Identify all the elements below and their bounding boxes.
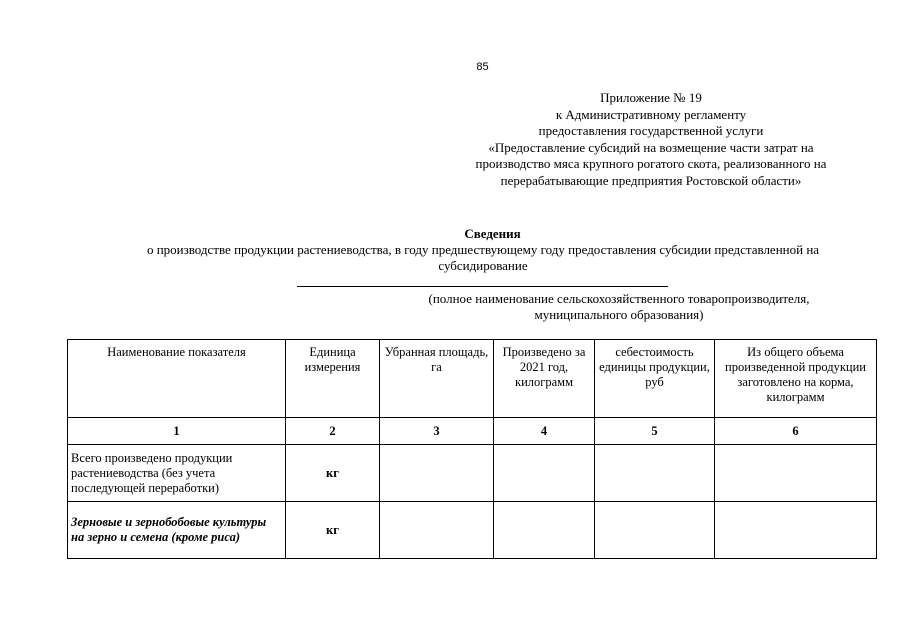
caption-line: (полное наименование сельскохозяйственного товаропроизводителя, [428,291,810,306]
table-row [68,445,877,502]
area-cell [380,502,494,559]
column-number: 6 [715,418,877,445]
cost-cell [595,502,715,559]
column-header: Убранная площадь, га [380,340,494,418]
page-number: 85 [476,61,489,73]
unit-cell: кг [286,502,380,559]
feed-cell [715,502,877,559]
indicator-name-cell: Зерновые и зернобобовые культуры на зерно и семена (кроме риса) [68,502,286,559]
fill-in-caption [384,291,854,323]
column-header: Наименование показателя [68,340,286,418]
subtitle-line: о производстве продукции растениеводства, в году предшествующему году предоставления субсидии представленной на [146,242,820,257]
appendix-line: производство мяса крупного рогатого скота, реализованного на [475,156,827,171]
column-number: 3 [380,418,494,445]
document-subtitle [108,242,858,274]
column-header: Произведено за 2021 год, килограмм [494,340,595,418]
area-cell [380,445,494,502]
column-number: 5 [595,418,715,445]
column-header: Единица измерения [286,340,380,418]
unit-cell: кг [286,445,380,502]
data-table [67,339,877,559]
feed-cell [715,445,877,502]
subtitle-line: субсидирование [438,258,528,273]
cost-cell [595,445,715,502]
produced-cell [494,502,595,559]
table-row [68,502,877,559]
column-header: Из общего объема произведенной продукции заготовлено на корма, килограмм [715,340,877,418]
fill-in-line [297,286,668,287]
caption-line: муниципального образования) [534,307,704,322]
appendix-line: к Административному регламенту [555,106,747,122]
column-number: 4 [494,418,595,445]
column-number: 2 [286,418,380,445]
column-number-row [68,418,877,445]
appendix-block [420,90,882,189]
document-title: Сведения [464,226,521,241]
column-number: 1 [68,418,286,445]
appendix-line: перерабатывающие предприятия Ростовской области» [500,172,802,188]
appendix-title: Приложение № 19 [600,90,702,105]
indicator-name-cell: Всего произведено продукции растениеводства (без учета последующей переработки) [68,445,286,502]
column-header: себестоимость единицы продукции, руб [595,340,715,418]
appendix-line: «Предоставление субсидий на возмещение части затрат на [488,139,814,155]
appendix-line: предоставления государственной услуги [538,123,764,138]
table-header-row [68,340,877,418]
produced-cell [494,445,595,502]
